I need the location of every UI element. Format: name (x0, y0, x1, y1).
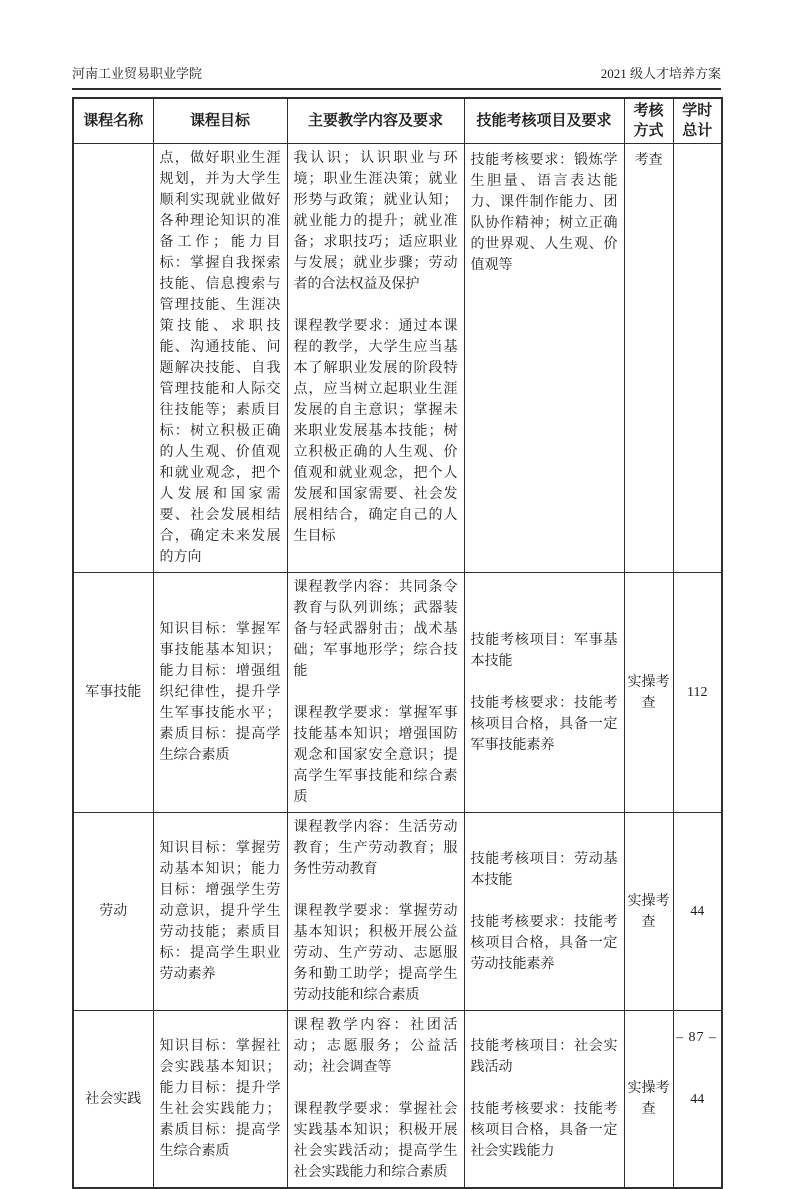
page-header (72, 63, 721, 90)
assessment-cell (464, 813, 624, 1011)
paragraph: 技能考核要求：技能考核项目合格，具备一定军事技能素养 (470, 695, 618, 753)
paragraph: 技能考核要求：锻炼学生胆量、语言表达能力、课件制作能力、团队协作精神；树立正确的世界观、人生观、价值观等 (470, 153, 618, 273)
paragraph: 课程教学要求：掌握军事技能基本知识；增强国防观念和国家安全意识；提高学生军事技能和综合素质 (293, 706, 458, 805)
paragraph: 课程教学内容：生活劳动教育；生产劳动教育；服务性劳动教育 (293, 820, 458, 877)
paragraph: 技能考核项目：社会实践活动 (470, 1039, 618, 1075)
hours-cell (673, 144, 722, 573)
paragraph: 课程教学要求：通过本课程的教学，大学生应当基本了解职业发展的阶段特点，应当树立起职业生涯发展的自主意识；掌握未来职业发展基本技能；树立积极正确的人生观、价值观和就业观念，把个人发展和国家需要、社会发展相结合，确定自己的人生目标 (293, 319, 458, 544)
col-header-objectives: 课程目标 (153, 98, 287, 144)
paragraph: 点，做好职业生涯规划，并为大学生顺利实现就业做好各种理论知识的准备工作；能力目标：掌握自我探索技能、信息搜索与管理技能、生涯决策技能、求职技能、沟通技能、问题解决技能、自我管理技能和人际交往技能等；素质目标：树立积极正确的人生观、价值观和就业观念，把个人发展和国家需要、社会发展相结合，确定未来发展的方向 (159, 151, 281, 565)
paragraph: 知识目标：掌握劳动基本知识；能力目标：增强学生劳动意识，提升学生劳动技能；素质目标：提高学生职业劳动素养 (159, 841, 281, 982)
paragraph: 技能考核项目：军事基本技能 (470, 632, 618, 669)
assessment-cell (464, 1011, 624, 1189)
school-name: 河南工业贸易职业学院 (72, 66, 203, 81)
table-row (73, 813, 722, 1011)
course-name-cell: 劳动 (73, 813, 153, 1011)
table-row (73, 573, 722, 813)
paragraph: 课程教学内容：共同条令教育与队列训练；武器装备与轻武器射击；战术基础；军事地形学；综合技能 (293, 580, 458, 679)
paragraph: 技能考核项目：劳动基本技能 (470, 851, 618, 888)
col-header-hours: 学时总计 (673, 98, 722, 144)
content-cell (287, 573, 464, 813)
objectives-cell (153, 144, 287, 573)
paragraph: 知识目标：掌握社会实践基本知识；能力目标：提升学生社会实践能力；素质目标：提高学生综合素质 (159, 1039, 281, 1159)
content-cell (287, 813, 464, 1011)
program-title: 2021 级人才培养方案 (600, 66, 721, 81)
content-cell (287, 144, 464, 573)
method-cell: 实操考查 (624, 813, 673, 1011)
table-header-row (73, 98, 722, 144)
course-name-cell (73, 144, 153, 573)
paragraph: 课程教学要求：掌握劳动基本知识；积极开展公益劳动、生产劳动、志愿服务和勤工助学；提高学生劳动技能和综合素质 (293, 904, 458, 1003)
method-cell: 考查 (624, 144, 673, 573)
objectives-cell (153, 813, 287, 1011)
hours-cell: 44 (673, 1011, 722, 1189)
paragraph: 我认识；认识职业与环境；职业生涯决策；就业形势与政策；就业认知；就业能力的提升；就业准备；求职技巧；适应职业与发展；就业步骤；劳动者的合法权益及保护 (293, 151, 458, 292)
col-header-content: 主要教学内容及要求 (287, 98, 464, 144)
col-header-assessment: 技能考核项目及要求 (464, 98, 624, 144)
paragraph: 课程教学要求：掌握社会实践基本知识；积极开展社会实践活动；提高学生社会实践能力和综合素质 (293, 1102, 458, 1180)
paragraph: 课程教学内容：社团活动；志愿服务；公益活动；社会调查等 (293, 1018, 458, 1075)
hours-cell: 112 (673, 573, 722, 813)
objectives-cell (153, 1011, 287, 1189)
assessment-cell (464, 573, 624, 813)
col-header-method: 考核方式 (624, 98, 673, 144)
hours-cell: 44 (673, 813, 722, 1011)
course-name-cell: 军事技能 (73, 573, 153, 813)
assessment-cell (464, 144, 624, 573)
table-row (73, 144, 722, 573)
course-name-cell: 社会实践 (73, 1011, 153, 1189)
paragraph: 知识目标：掌握军事技能基本知识；能力目标：增强组织纪律性，提升学生军事技能水平；素质目标：提高学生综合素质 (159, 622, 281, 763)
course-table (72, 97, 723, 1189)
paragraph: 技能考核要求：技能考核项目合格，具备一定社会实践能力 (470, 1102, 618, 1159)
table-row (73, 1011, 722, 1189)
method-cell: 实操考查 (624, 1011, 673, 1189)
col-header-course-name: 课程名称 (73, 98, 153, 144)
page-number: – 87 – (676, 1030, 717, 1045)
method-cell: 实操考查 (624, 573, 673, 813)
content-cell (287, 1011, 464, 1189)
paragraph: 技能考核要求：技能考核项目合格，具备一定劳动技能素养 (470, 914, 618, 972)
objectives-cell (153, 573, 287, 813)
